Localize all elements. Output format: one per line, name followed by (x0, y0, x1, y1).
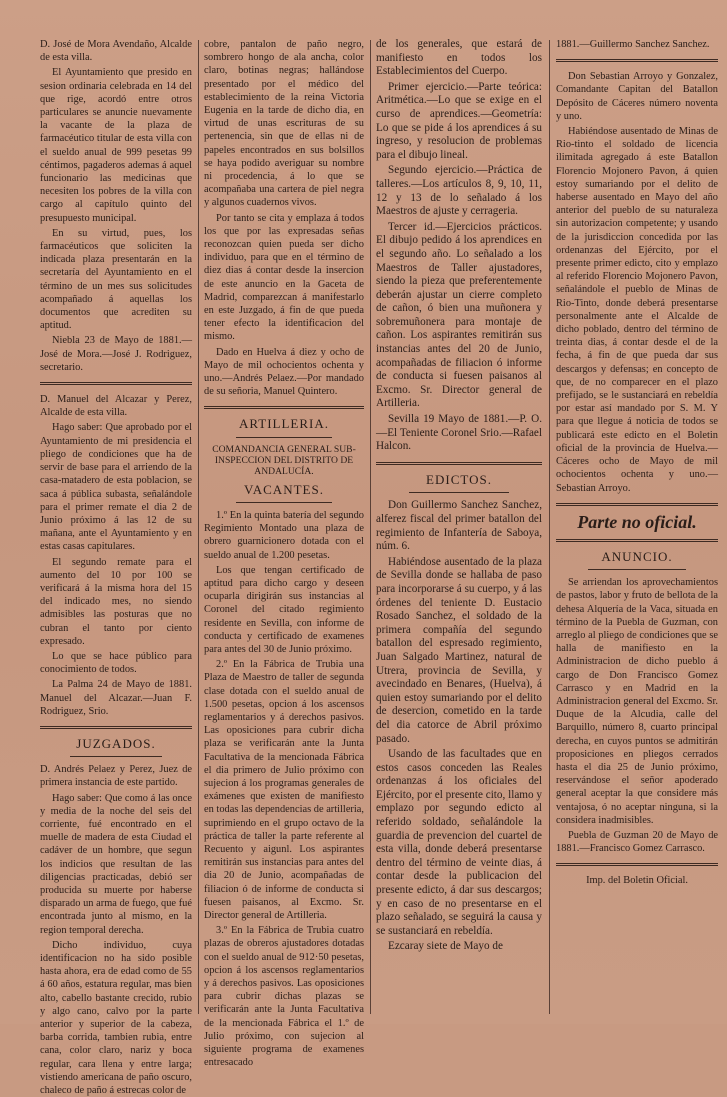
paragraph: Habiéndose ausentado de la plaza de Sevilla donde se hallaba de paso para incorporarse á su cuerpo, y á las órdenes del teniente D. Eustacio Rosado Sanchez, el soldado de la primera compañía del segundo batallon del espresado regimiento, Juan Salgado Martinez, natural de Utrera, provincia de Sevilla, y avecindado en Benares, (Huelva), á quien estoy sumariando por el delito de desercion, cometido en la tarde del dia catorce de Abril próximo pasado. (376, 555, 542, 745)
column-rule (198, 40, 199, 1014)
signature: 1881.—Guillermo Sanchez Sanchez. (556, 39, 710, 50)
paragraph: Hago saber: Que aprobado por el Ayuntamiento de mi presidencia el pliego de condiciones que ha de servir de base para el arriendo de la casa-matadero de esta poblacion, se saca á pública subasta, señalándole para el primer remate el dia 2 de Junio próximo á las 12 de su mañana, ante el Ayuntamiento y en estas casas capitulares. (40, 422, 192, 553)
paragraph: Se arriendan los aprovechamientos de pastos, labor y fruto de bellota de la dehesa Alquería de la Vaca, situada en término de la Puebla de Guzman, con arreglo al pliego de condiciones que se halla de manifiesto en la Administracion de dicho pueblo á cargo de Don Francisco Gomez Carrasco y en Madrid en la Administracion general del Excmo. Sr. Duque de la Alcudia, calle del Barquillo, número 8, cuarto principal derecha, en cuyos puntos se admitirán proposiciones en pliegos cerrados hasta el dia 25 de Junio próximo, reservándose el señor apoderado general aceptar la que considere más ventajosa, ó no aceptar ninguna, si la considera inadmisibles. (556, 577, 718, 826)
notice-title: D. José de Mora Avendaño, Alcalde de esta villa. (40, 39, 192, 64)
notice-title: D. Manuel del Alcazar y Perez, Alcalde de esta villa. (40, 394, 192, 419)
column-3 (376, 38, 542, 1018)
divider (556, 503, 718, 506)
divider (40, 726, 192, 729)
signature: Dado en Huelva á diez y ocho de Mayo de mil ochocientos ochenta y uno.—Andrés Pelaez.—Por mandado de su señoria, Manuel Quintero. (204, 346, 364, 398)
paragraph: Segundo ejercicio.—Práctica de talleres.—Los artículos 8, 9, 10, 11, 12 y 13 de lo señalado á los Maestros de ajuste y cerrageria. (376, 164, 542, 218)
notice-la-palma (40, 393, 192, 718)
divider (556, 539, 718, 542)
paragraph: Los que tengan certificado de aptitud para dicho cargo y deseen ocuparla dirigirán sus instancias al Coronel del citado regimiento residente en Sevilla, con informe de conducta y certificado de examenes para antes del 30 de Junio próximo. (204, 564, 364, 655)
divider (40, 382, 192, 385)
paragraph: Dicho individuo, cuya identificacion no ha sido posible hasta ahora, era de edad como de 55 á 60 años, estatura regular, mas bien alto, cabello bastante crecido, rubio y algo cano, calvo por la parte anterior y superior de la cabeza, barba corrida, tambien rubia, entre cana, color claro, nariz y boca regular, cara llena y entre larga; vistiendo americana de paño oscuro, chaleco de paño á estrecas color de (40, 939, 192, 1097)
paragraph: Primer ejercicio.—Parte teórica: Aritmética.—Lo que se exige en el curso de aprendices.—Geometría: Lo que se pide á los aprendices á su ingreso, y resolucion de problemas para el dibujo lineal. (376, 80, 542, 161)
subheading-comandancia: COMANDANCIA GENERAL SUB-INSPECCION DEL DISTRITO DE ANDALUCÍA. (212, 443, 356, 477)
section-heading-artilleria: ARTILLERIA. (238, 416, 329, 432)
column-rule (370, 40, 371, 1014)
divider (236, 437, 332, 438)
notice-title: Don Guillermo Sanchez Sanchez, alferez fiscal del primer batallon del regimiento de Infantería de Saboya, núm. 6. (376, 499, 542, 553)
paragraph: de los generales, que estará de manifiesto en todos los Establecimientos del Cuerpo. (376, 38, 542, 78)
paragraph: Por tanto se cita y emplaza á todos los que por las expresadas señas reconozcan quien pueda ser dicho individuo, para que en el término de diez dias á contar desde la insercion de este anuncio en la Gaceta de Madrid, comparezcan á manifestarlo en este Juzgado, á fin de que pueda tener efecto la identificacion del mismo. (204, 212, 364, 343)
column-2 (204, 38, 364, 1069)
paragraph: Usando de las facultades que en estos casos conceden las Reales ordenanzas á los oficiales del Ejército, por el presente cito, llamo y emplazo por segundo edicto al referido soldado, señalándole la guardia de prevencion del cuartel de esta villa, donde deberá presentarse dentro del término de veinte dias, á contar desde la publicacion del presente edicto, á dar sus descargos; y en caso de no presentarse en el plazo señalado, se seguirá la causa y se sustanciará en rebeldía. (376, 748, 542, 937)
paragraph: Ezcaray siete de Mayo de (388, 940, 503, 953)
notice-title: Don Sebastian Arroyo y Gonzalez, Comandante Capitan del Batallon Depósito de Cáceres número noventa y uno. (556, 71, 718, 122)
paragraph: Hago saber: Que como á las once y media de la noche del seis del corriente, fué encontrado en el muelle de madera de esta Ciudad el cadáver de un hombre, que segun los indicios que resultan de las diligencias practicadas, debió ser producida su muerte por haberse disparado un arma de fuego, que fué encontrada junto al mismo, en la region temporal derecha. (40, 792, 192, 936)
section-heading-anuncio: ANUNCIO. (601, 548, 673, 564)
paragraph: Lo que se hace público para conocimiento de todos. (40, 650, 192, 676)
divider (376, 462, 542, 465)
paragraph: Habiéndose ausentado de Minas de Rio-tinto el soldado de licencia ilimitada agregado á este Batallon Florencio Mojonero Pavon, á quien estoy sumariando por el delito de haberse ausentado en Mayo del año anterior del pueblo de su naturaleza sin autorizacion competente; y usando de la jurisdiccion concedida por las ordenanzas del Ejército, por el presente primer edicto, cito y emplazo al referido Florencio Mojonero Pavon, señalándole el pueblo de Minas de Rio-Tinto, donde deberá presentarse personalmente ante el Alcalde de dicho poblado, dentro del término de treinta dias, á contar desde el de la fecha, á fin de que pueda dar sus descargos y defensas; en concepto de que, de no comparecer en el plazo prefijado, se le sustanciará en rebeldía por estar así mandado por S. M. Y para que llegue á noticia de todos se publicará este edicto en el Boletin oficial de la provincia de Huelva.—Cáceres ocho de Mayo de mil ochocientos ochenta y uno.—Sebastian Arroyo. (556, 126, 718, 494)
paragraph: El segundo remate para el aumento del 10 por 100 se verificará á la misma hora del 15 del indicado mes, no siendo admisibles las posturas que no cubran el tanto por ciento expresado. (40, 556, 192, 647)
section-heading-vacantes: VACANTES. (244, 481, 324, 497)
divider (204, 406, 364, 409)
paragraph: 2.º En la Fábrica de Trubia una Plaza de Maestro de taller de segunda clase dotada con el sueldo anual de 1.500 pesetas, opcion á los ascensos reglamentarios y á derechos pasivos. Las oposiciones para cubrir dicha plaza se verificarán ante la Junta Facultativa de la mencionada Fábrica el dia primero de Julio próximo con sujecion á los programas generales de exámenes que existen de manifiesto en todas las dependencias de artilleria, suprimiendo en el grupo octavo de la práctica de taller la parte referente al Recuento y aigunl. Los aspirantes remitirán sus instancias para antes del dia 20 de Junio, acompañadas de filiacion ó de informe de conducta si fuesen paisanos, al Excmo. Sr. Director general de Artilleria. (204, 659, 364, 921)
section-heading-parte-no-oficial: Parte no oficial. (577, 511, 697, 532)
divider (556, 863, 718, 866)
signature: Sevilla 19 Mayo de 1881.—P. O.—El Teniente Coronel Srio.—Rafael Halcon. (376, 413, 542, 453)
notice-juzgado (40, 763, 192, 1097)
paragraph: 3.º En la Fábrica de Trubia cuatro plazas de obreros ajustadores dotadas con el sueldo anual de 912·50 pesetas, opcion á los ascensos reglamentarios y á derechos pasivos. Las oposiciones para cubrir dichas plazas se verificarán ante la Junta Facultativa de la mencionada Fábrica el 1.º de Julio próximo, con sujecion al siguiente programa de examenes entresacado (204, 925, 364, 1069)
paragraph: 1.º En la quinta batería del segundo Regimiento Montado una plaza de obrero guarnicionero dotada con el sueldo anual de 1.200 pesetas. (204, 509, 364, 561)
divider (588, 569, 685, 570)
divider (236, 502, 332, 503)
signature: Niebla 23 de Mayo de 1881.—José de Mora.—José J. Rodriguez, secretario. (40, 335, 192, 373)
paragraph: En su virtud, pues, los farmacéuticos que soliciten la indicada plaza presentarán en la secretaría del Ayuntamiento en el término de un mes sus solicitudes acompañado á aquellas los documentos que acrediten su aptitud. (40, 227, 192, 332)
paragraph: Tercer id.—Ejercicios prácticos. El dibujo pedido á los aprendices en el segundo año. Lo señalado a los Maestros de Taller ajustadores, siendo la pieza que preferentemente deberán ajustar un cierre completo de cañon, ó bien una muñonera y sobremuñonera para montaje de cañon. Los aspirantes remitirán sus instancias antes del 20 de Junio, acompañadas de filiacion ó informe de conducta si fuesen paisanos al Excmo. Sr. Director general de Artilleria. (376, 220, 542, 410)
notice-title: D. Andrés Pelaez y Perez, Juez de primera instancia de este partido. (40, 764, 192, 789)
paragraph: El Ayuntamiento que presido en sesion ordinaria celebrada en 14 del que rige, acordó entre otros particulares se anuncie nuevamente la vacante de la plaza de farmacéutico titular de esta villa con el sueldo anual de 999 pesetas 99 céntimos, pagaderos ademas á aquel funcionario las medicinas que necesiten los pobres de la villa con cargo al capítulo quinto del presupuesto municipal. (40, 67, 192, 224)
signature: La Palma 24 de Mayo de 1881. Manuel del Alcazar.—Juan F. Rodriguez, Srio. (40, 679, 192, 717)
column-1 (40, 38, 192, 1097)
signature: Puebla de Guzman 20 de Mayo de 1881.—Francisco Gomez Carrasco. (556, 829, 718, 855)
divider (70, 756, 161, 757)
section-heading-juzgados: JUZGADOS. (76, 735, 156, 751)
column-rule (549, 40, 550, 1014)
notice-niebla (40, 38, 192, 374)
divider (556, 59, 718, 62)
divider (409, 492, 509, 493)
column-4 (556, 38, 718, 1018)
section-heading-edictos: EDICTOS. (426, 471, 492, 487)
paragraph: cobre, pantalon de paño negro, sombrero hongo de ala ancha, color claro, botinas negras; hallándose presentado por el médico del establecimiento de la reina Victoria Eugenia en la tarde de dicho dia, en virtud de unas escrituras de su pertenencia, sin que de ellas ni de papeles encontrados en sus bolsillos se haya podido averiguar su nombre ni procedencia, á lo que se acompañaba una cartera de piel negra y algunos cuadernos vivos. (204, 39, 364, 209)
imprint: Imp. del Boletin Oficial. (586, 875, 688, 887)
